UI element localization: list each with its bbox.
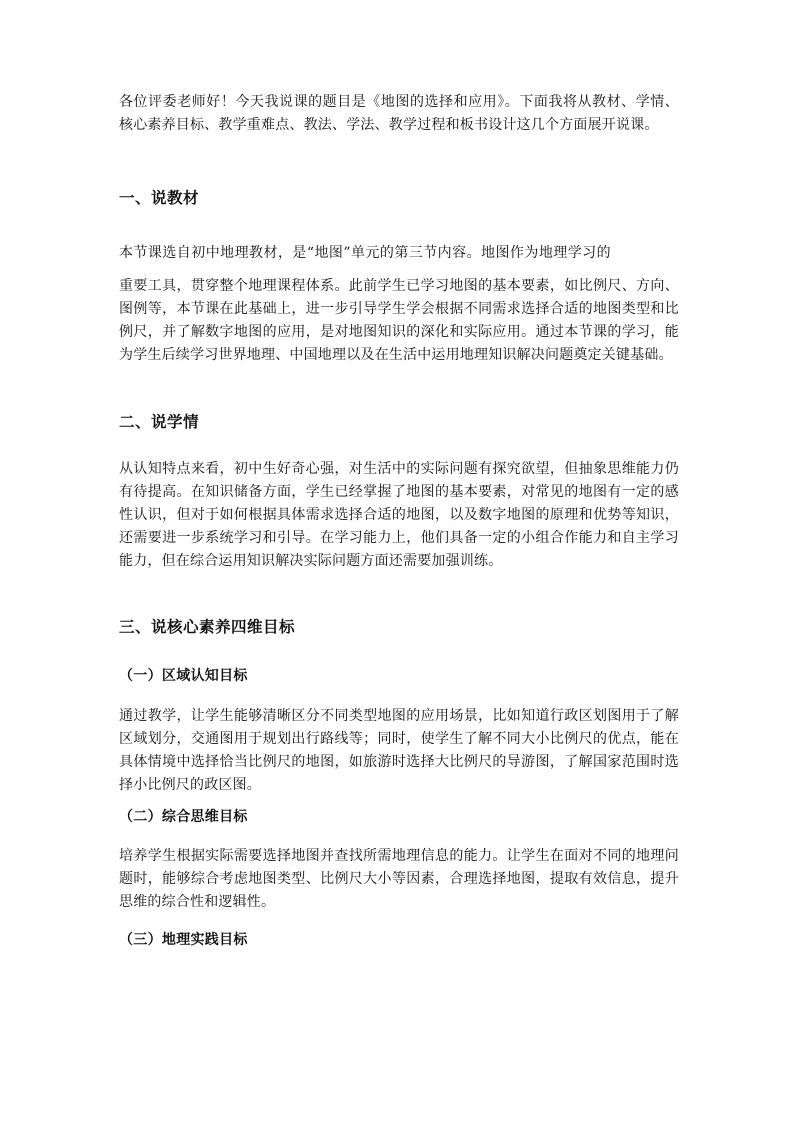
textbook-paragraph: 重要工具，贯穿整个地理课程体系。此前学生已学习地图的基本要素，如比例尺、方向、图例等，本节课在此基础上，进一步引导学生学会根据不同需求选择合适的地图类型和比例尺，并了解数字地图的应用，是对地图知识的深化和实际应用。通过本节课的学习，能为学生后续学习世界地理、中国地理以及在生活中运用地理知识解决问题奠定关键基础。 xyxy=(119,278,679,363)
students-paragraph: 从认知特点来看，初中生好奇心强，对生活中的实际问题有探究欲望，但抽象思维能力仍有待提高。在知识储备方面，学生已经掌握了地图的基本要素，对常见的地图有一定的感性认识，但对于如何根据具体需求选择合适的地图，以及数字地图的原理和优势等知识，还需要进一步系统学习和引导。在学习能力上，他们具备一定的小组合作能力和自主学习能力，但在综合运用知识解决实际问题方面还需要加强训练。 xyxy=(119,461,679,569)
section-heading-objectives: 三、说核心素养四维目标 xyxy=(119,617,296,636)
subsection-heading-synthesis: （二）综合思维目标 xyxy=(119,809,248,825)
intro-paragraph: 各位评委老师好！今天我说课的题目是《地图的选择和应用》。下面我将从教材、学情、核心素养目标、教学重难点、教法、学法、教学过程和板书设计这几个方面展开说课。 xyxy=(119,94,679,133)
subsection-heading-regional: （一）区域认知目标 xyxy=(119,668,248,684)
section-heading-students: 二、说学情 xyxy=(119,412,200,431)
synthesis-paragraph: 培养学生根据实际需要选择地图并查找所需地理信息的能力。让学生在面对不同的地理问题时，能够综合考虑地图类型、比例尺大小等因素，合理选择地图，提取有效信息，提升思维的综合性和逻辑性。 xyxy=(119,848,679,910)
section-heading-textbook: 一、说教材 xyxy=(119,188,200,207)
subsection-heading-practice: （三）地理实践目标 xyxy=(119,932,248,948)
regional-paragraph: 通过教学，让学生能够清晰区分不同类型地图的应用场景，比如知道行政区划图用于了解区域划分，交通图用于规划出行路线等；同时，使学生了解不同大小比例尺的优点，能在具体情境中选择恰当比例尺的地图，如旅游时选择大比例尺的导游图，了解国家范围时选择小比例尺的政区图。 xyxy=(119,708,679,793)
textbook-paragraph-line1: 本节课选自初中地理教材，是“地图”单元的第三节内容。地图作为地理学习的 xyxy=(119,245,612,261)
